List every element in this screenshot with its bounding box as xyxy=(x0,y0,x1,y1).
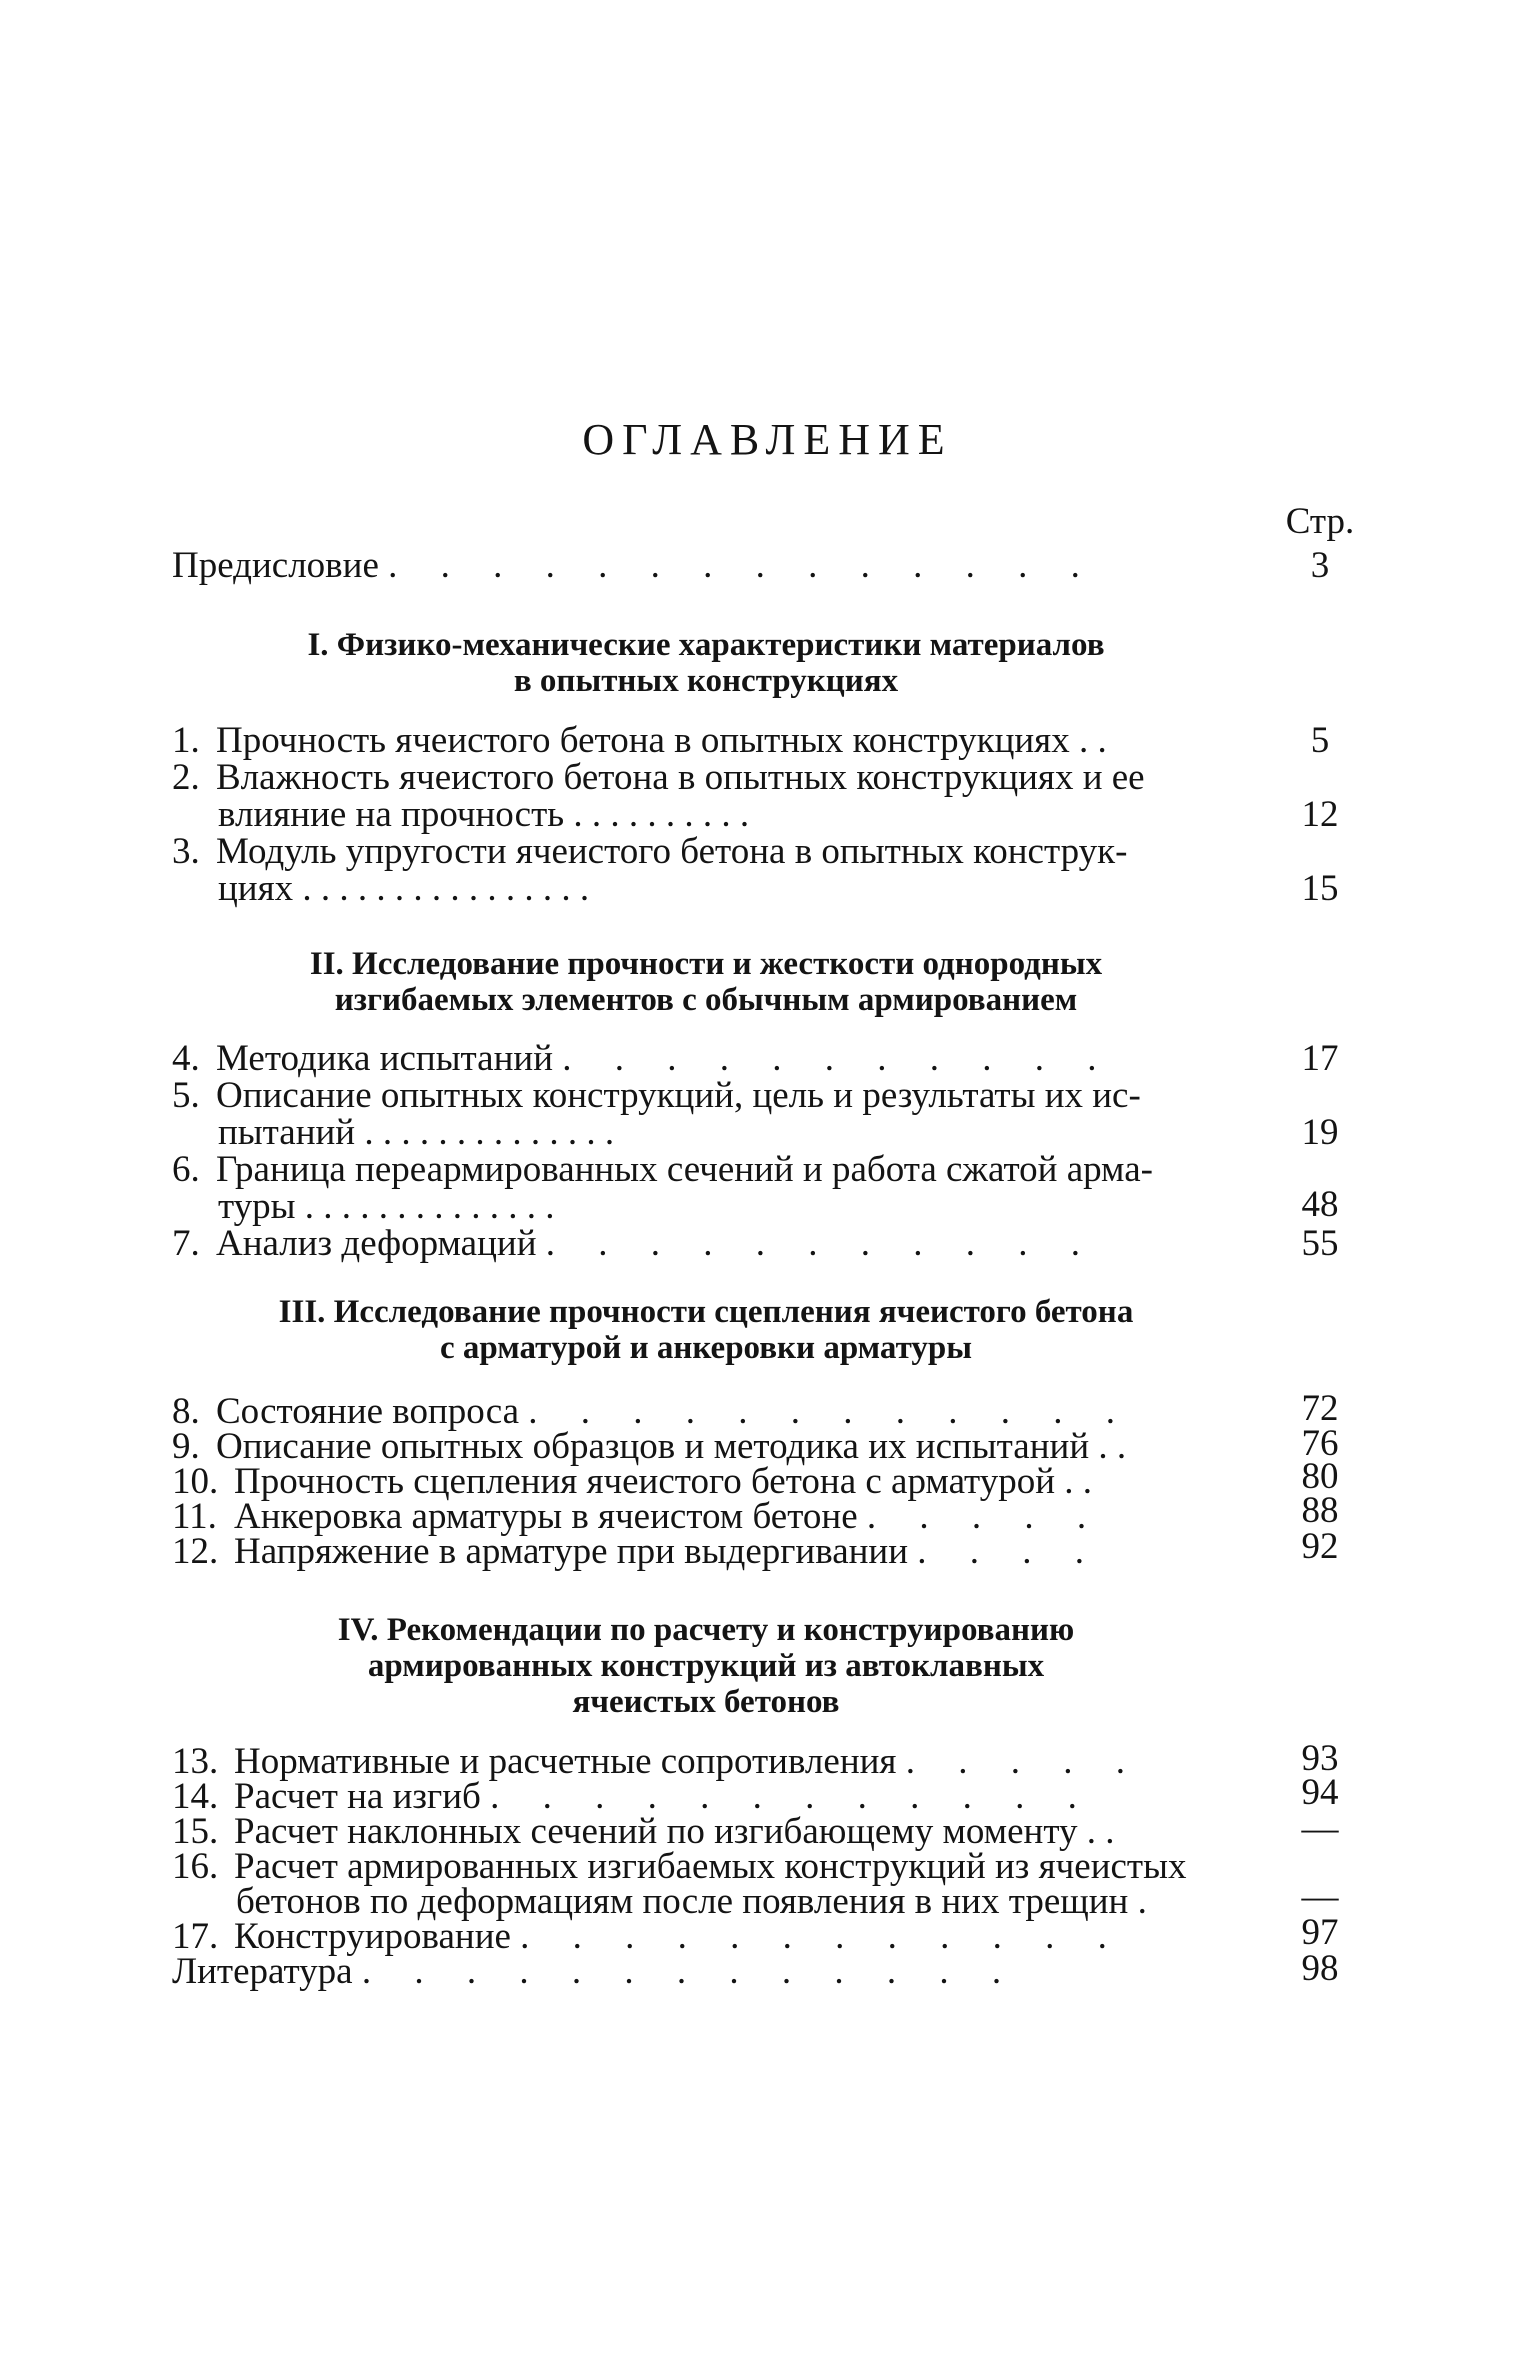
leader-dots: . . . . . xyxy=(905,1741,1142,1782)
page-column-label: Стр. xyxy=(1285,501,1355,542)
entry-text: Расчет наклонных сечений по изгибающему моменту . . xyxy=(234,1811,1115,1852)
entry-text: Конструирование xyxy=(234,1916,511,1957)
entry-number: 2. xyxy=(172,757,200,798)
toc-entry-7 xyxy=(172,1225,1240,1262)
toc-entry-16-cont xyxy=(236,1883,1147,1920)
leader-dots: . . . . . . . . . . . . xyxy=(520,1916,1124,1957)
page-number: 98 xyxy=(1301,1948,1339,1989)
entry-number: 14. xyxy=(172,1776,219,1817)
entry-number: 3. xyxy=(172,831,200,872)
page-number: 88 xyxy=(1301,1490,1339,1531)
page-number: 15 xyxy=(1301,868,1339,909)
section-title-4-line3: ячеистых бетонов xyxy=(572,1684,840,1720)
leader-dots: . . . . . . . . . . . . . . . . xyxy=(302,868,590,909)
entry-text: Описание опытных конструкций, цель и результаты их ис- xyxy=(216,1075,1141,1116)
leader-dots: . . . . . . . . . . . . xyxy=(528,1391,1133,1432)
leader-dots: . . . . . . . . . . xyxy=(573,794,750,835)
entry-text: Литература xyxy=(172,1951,353,1992)
page-number: 80 xyxy=(1301,1456,1339,1497)
entry-text: циях xyxy=(218,868,294,909)
entry-text: туры xyxy=(218,1186,296,1227)
page-number: 55 xyxy=(1301,1223,1339,1264)
entry-number: 17. xyxy=(172,1916,219,1957)
leader-dots: . . . . . . . . . . . . . . xyxy=(304,1186,555,1227)
page-number: — xyxy=(1301,1808,1339,1849)
entry-number: 7. xyxy=(172,1223,200,1264)
leader-dots: . . . . . . . . . . . . . . xyxy=(388,545,1097,586)
entry-text: Прочность ячеистого бетона в опытных конструкциях . . xyxy=(216,720,1107,761)
toc-entry-8 xyxy=(172,1393,1240,1430)
leader-dots: . . . . . . . . . . . . . . xyxy=(364,1112,615,1153)
entry-text: влияние на прочность xyxy=(218,794,565,835)
entry-text: Граница переармированных сечений и работа сжатой арма- xyxy=(216,1149,1153,1190)
entry-text: Модуль упругости ячеистого бетона в опытных конструк- xyxy=(216,831,1128,872)
toc-entry-6-cont xyxy=(218,1188,555,1225)
entry-number: 13. xyxy=(172,1741,219,1782)
toc-entry-2 xyxy=(172,759,1240,796)
leader-dots: . . . . . xyxy=(866,1496,1104,1537)
toc-entry-15 xyxy=(172,1813,1240,1850)
toc-entry-5 xyxy=(172,1077,1240,1114)
section-title-1-line2: в опытных конструкциях xyxy=(513,663,899,699)
page-number: 72 xyxy=(1301,1388,1339,1429)
entry-text: Расчет армированных изгибаемых конструкций из ячеистых xyxy=(234,1846,1187,1887)
page-number: 5 xyxy=(1310,720,1330,761)
toc-entry-3 xyxy=(172,833,1240,870)
toc-entry-12 xyxy=(172,1533,1240,1570)
toc-entry-3-cont xyxy=(218,870,589,907)
page-number: 3 xyxy=(1310,545,1330,586)
section-title-2: II. Исследование прочности и жесткости однородных xyxy=(309,946,1103,982)
entry-number: 12. xyxy=(172,1531,219,1572)
entry-text: Прочность сцепления ячеистого бетона с арматурой . . xyxy=(234,1461,1093,1502)
toc-entry-16 xyxy=(172,1848,1240,1885)
toc-entry-9 xyxy=(172,1428,1240,1465)
toc-entry-13 xyxy=(172,1743,1240,1780)
toc-entry-11 xyxy=(172,1498,1240,1535)
entry-text: Анкеровка арматуры в ячеистом бетоне xyxy=(234,1496,858,1537)
leader-dots: . . . . . . . . . . . xyxy=(545,1223,1097,1264)
entry-text: Методика испытаний xyxy=(216,1038,553,1079)
toc-entry-14 xyxy=(172,1778,1240,1815)
toc-entry-17 xyxy=(172,1918,1240,1955)
entry-number: 15. xyxy=(172,1811,219,1852)
leader-dots: . . . . . . . . . . . xyxy=(562,1038,1114,1079)
entry-number: 4. xyxy=(172,1038,200,1079)
toc-entry-preface xyxy=(172,547,1240,584)
toc-entry-1 xyxy=(172,722,1240,759)
entry-text: пытаний xyxy=(218,1112,356,1153)
page-number: 97 xyxy=(1301,1912,1339,1953)
leader-dots: . . . . . . . . . . . . . xyxy=(361,1951,1019,1992)
page-number: 93 xyxy=(1301,1738,1339,1779)
page-number: 17 xyxy=(1301,1038,1339,1079)
toc-entry-6 xyxy=(172,1151,1240,1188)
entry-number: 6. xyxy=(172,1149,200,1190)
entry-text: Напряжение в арматуре при выдергивании xyxy=(234,1531,909,1572)
section-title-4-line2: армированных конструкций из автоклавных xyxy=(367,1648,1045,1684)
page-number: 76 xyxy=(1301,1423,1339,1464)
entry-text: Предисловие xyxy=(172,545,379,586)
entry-number: 16. xyxy=(172,1846,219,1887)
toc-entry-literature xyxy=(172,1953,1240,1990)
toc-entry-4 xyxy=(172,1040,1240,1077)
entry-text: Состояние вопроса xyxy=(216,1391,520,1432)
entry-number: 5. xyxy=(172,1075,200,1116)
page-title: ОГЛАВЛЕНИЕ xyxy=(582,415,953,464)
entry-number: 10. xyxy=(172,1461,219,1502)
page-number: 92 xyxy=(1301,1526,1339,1567)
page-number: 12 xyxy=(1301,794,1339,835)
entry-number: 8. xyxy=(172,1391,200,1432)
entry-text: Анализ деформаций xyxy=(216,1223,537,1264)
toc-entry-2-cont xyxy=(218,796,749,833)
entry-number: 1. xyxy=(172,720,200,761)
entry-number: 9. xyxy=(172,1426,200,1467)
entry-text: Нормативные и расчетные сопротивления xyxy=(234,1741,897,1782)
section-title-3-line2: с арматурой и анкеровки арматуры xyxy=(440,1330,972,1366)
section-title-1: I. Физико-механические характеристики материалов xyxy=(307,627,1105,663)
page-number: — xyxy=(1301,1876,1339,1917)
section-title-2-line2: изгибаемых элементов с обычным армированием xyxy=(334,982,1078,1018)
entry-text: бетонов по деформациям после появления в них трещин . xyxy=(236,1881,1147,1922)
toc-entry-5-cont xyxy=(218,1114,614,1151)
page-number: 94 xyxy=(1301,1772,1339,1813)
entry-text: Описание опытных образцов и методика их испытаний . . xyxy=(216,1426,1127,1467)
entry-number: 11. xyxy=(172,1496,217,1537)
leader-dots: . . . . . . . . . . . . xyxy=(490,1776,1094,1817)
page-number: 19 xyxy=(1301,1112,1339,1153)
section-title-4: IV. Рекомендации по расчету и конструированию xyxy=(337,1612,1075,1648)
page-number: 48 xyxy=(1301,1184,1339,1225)
section-title-3: III. Исследование прочности сцепления ячеистого бетона xyxy=(278,1294,1134,1330)
entry-text: Влажность ячеистого бетона в опытных конструкциях и ее xyxy=(216,757,1145,798)
leader-dots: . . . . xyxy=(917,1531,1102,1572)
toc-entry-10 xyxy=(172,1463,1240,1500)
entry-text: Расчет на изгиб xyxy=(234,1776,481,1817)
